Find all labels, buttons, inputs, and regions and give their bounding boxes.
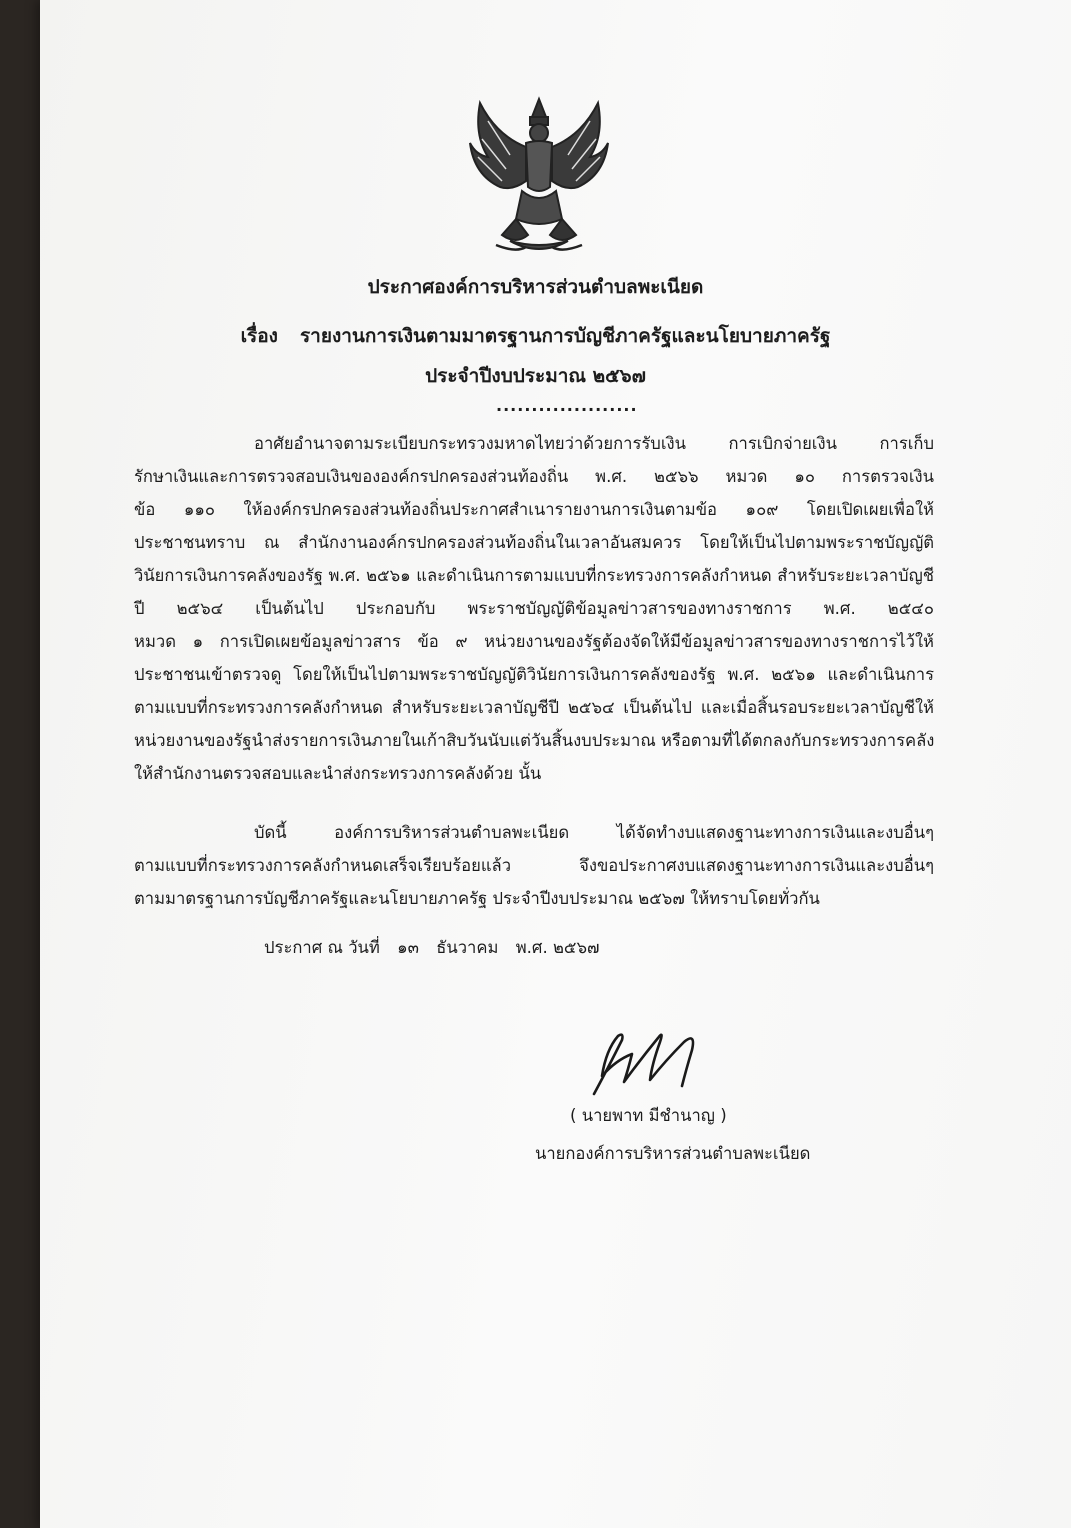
signatory-name: ( นายพาท มีชำนาญ ) [570, 1106, 727, 1125]
subject-text: รายงานการเงินตามมาตรฐานการบัญชีภาครัฐและนโยบายภาครัฐ [299, 325, 831, 347]
paragraph-line: ปี ๒๕๖๔ เป็นต้นไป ประกอบกับ พระราชบัญญัติข้อมูลข่าวสารของทางราชการ พ.ศ. ๒๕๔๐ [134, 599, 934, 618]
subject-label: เรื่อง [240, 325, 278, 347]
body-paragraph-2 [134, 816, 934, 915]
announcement-title: ประกาศองค์การบริหารส่วนตำบลพะเนียด [367, 276, 704, 298]
separator: .................... [496, 396, 638, 415]
paragraph-line: ประชาชนเข้าตรวจดู โดยให้เป็นไปตามพระราชบัญญัติวินัยการเงินการคลังของรัฐ พ.ศ. ๒๕๖๑ และดำเนินการ [134, 665, 934, 684]
paragraph-line: ให้สำนักงานตรวจสอบและนำส่งกระทรวงการคลังด้วย นั้น [134, 764, 542, 783]
paragraph-line: รักษาเงินและการตรวจสอบเงินขององค์กรปกครองส่วนท้องถิ่น พ.ศ. ๒๕๖๖ หมวด ๑๐ การตรวจเงิน [134, 467, 934, 486]
paragraph-line: ประชาชนทราบ ณ สำนักงานองค์กรปกครองส่วนท้องถิ่นในเวลาอันสมควร โดยให้เป็นไปตามพระราชบัญญัติ [134, 533, 934, 552]
date-day: ๑๓ [397, 938, 419, 957]
fiscal-year: ประจำปีงบประมาณ ๒๕๖๗ [425, 365, 646, 387]
announcement-date [264, 935, 612, 961]
date-prefix: ประกาศ ณ วันที่ [264, 938, 380, 957]
signatory-position: นายกองค์การบริหารส่วนตำบลพะเนียด [535, 1144, 811, 1163]
paragraph-line: ตามมาตรฐานการบัญชีภาครัฐและนโยบายภาครัฐ ประจำปีงบประมาณ ๒๕๖๗ ให้ทราบโดยทั่วกัน [134, 889, 820, 908]
subject-line [0, 321, 1071, 351]
paragraph-line: วินัยการเงินการคลังของรัฐ พ.ศ. ๒๕๖๑ และดำเนินการตามแบบที่กระทรวงการคลังกำหนด สำหรับระยะเวลาบัญชี [134, 566, 934, 585]
paragraph-line: ตามแบบที่กระทรวงการคลังกำหนดเสร็จเรียบร้อยแล้ว จึงขอประกาศงบแสดงฐานะทางการเงินและงบอื่นๆ [134, 856, 934, 875]
body-paragraph-1 [134, 427, 934, 790]
date-year: พ.ศ. ๒๕๖๗ [515, 938, 600, 957]
signature-mark [588, 1020, 718, 1100]
paragraph-line: อาศัยอำนาจตามระเบียบกระทรวงมหาดไทยว่าด้วยการรับเงิน การเบิกจ่ายเงิน การเก็บ [254, 434, 934, 453]
paragraph-line: หมวด ๑ การเปิดเผยข้อมูลข่าวสาร ข้อ ๙ หน่วยงานของรัฐต้องจัดให้มีข้อมูลข่าวสารของทางราชการไว้ให้ [134, 632, 934, 651]
paragraph-line: หน่วยงานของรัฐนำส่งรายการเงินภายในเก้าสิบวันนับแต่วันสิ้นงบประมาณ หรือตามที่ได้ตกลงกับกระทรวงการคลัง [134, 731, 935, 750]
paragraph-line: ตามแบบที่กระทรวงการคลังกำหนด สำหรับระยะเวลาบัญชีปี ๒๕๖๔ เป็นต้นไป และเมื่อสิ้นรอบระยะเวลาบัญชีให้ [134, 698, 934, 717]
date-month: ธันวาคม [436, 938, 499, 957]
paragraph-line: บัดนี้ องค์การบริหารส่วนตำบลพะเนียด ได้จัดทำงบแสดงฐานะทางการเงินและงบอื่นๆ [254, 823, 934, 842]
paragraph-line: ข้อ ๑๑๐ ให้องค์กรปกครองส่วนท้องถิ่นประกาศสำเนารายงานการเงินตามข้อ ๑๐๙ โดยเปิดเผยเพื่อให้ [134, 500, 934, 519]
garuda-emblem-icon [466, 95, 612, 257]
